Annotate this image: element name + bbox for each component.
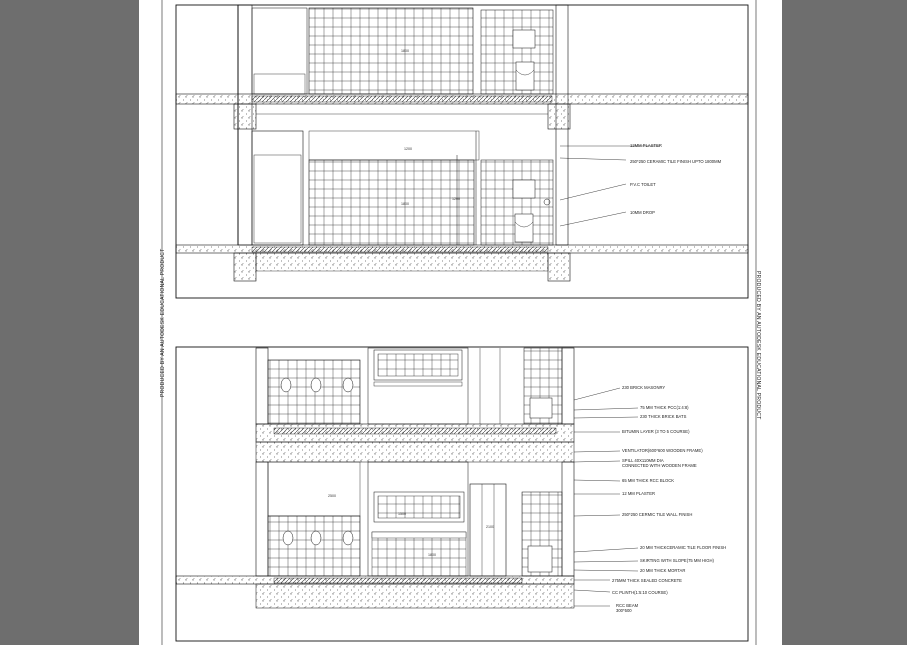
top-annotation-3: 10MM DROP bbox=[630, 210, 655, 215]
bottom-annotation-12: 20 MM THICK MORTAR bbox=[640, 568, 686, 573]
bottom-annotation-5: SPILL 40X110MM DIA bbox=[622, 458, 664, 463]
top-dim-0: 1800 bbox=[401, 49, 409, 53]
bottom-annotation-11: SKIRTING WITH SLOPE(75 MM HIGH) bbox=[640, 558, 714, 563]
top-annotation-1: 250*250 CERAMIC TILE FINISH UPTO 1800MM bbox=[630, 159, 722, 164]
bottom-section-viewport bbox=[176, 347, 748, 641]
top-section-viewport bbox=[176, 5, 748, 298]
bottom-annotation-8: 12 MM PLASTER bbox=[622, 491, 656, 496]
top-dim-3: 1200 bbox=[452, 197, 460, 201]
bottom-annotation-16: 300*500 bbox=[616, 608, 632, 613]
bottom-annotation-10: 20 MM THICKCERAMIC TILE FLOOR FINISH bbox=[640, 545, 727, 550]
top-annotation-2: P.V.C TOILET bbox=[630, 182, 656, 187]
bottom-annotation-0: 230 BRICK MASONRY bbox=[622, 385, 666, 390]
bottom-annotation-9: 250*250 CERMIC TILE WALL FINISH bbox=[622, 512, 693, 517]
bottom-annotation-4: VENTILATOR(600*600 WOODEN FRAME) bbox=[622, 448, 703, 453]
top-dim-1: 1200 bbox=[404, 147, 412, 151]
bottom-annotation-13: 275MM THICK SEALED CONCRETE bbox=[612, 578, 682, 583]
top-dim-2: 1800 bbox=[401, 202, 409, 206]
watermark-left: PRODUCED BY AN AUTODESK EDUCATIONAL PRODUCT bbox=[160, 248, 166, 397]
bottom-annotation-7: 65 MM THICK RCC BLOCK bbox=[622, 478, 675, 483]
bottom-annotation-15: RCC BEAM bbox=[616, 603, 639, 608]
bottom-annotation-3: BITUMIN LAYER (3 TO 5 COURSE) bbox=[622, 429, 690, 434]
top-annotation-0: 12MM PLASTER bbox=[630, 143, 662, 148]
bottom-annotation-2: 230 THICK BRICK BATS bbox=[640, 414, 687, 419]
bottom-dim-0: 2500 bbox=[328, 494, 336, 498]
bottom-annotation-14: CC PLINTH(1:5:10 COURSE) bbox=[612, 590, 668, 595]
bottom-dim-2: 1800 bbox=[428, 553, 436, 557]
watermark-right: PRODUCED BY AN AUTODESK EDUCATIONAL PRODUCT bbox=[755, 271, 761, 420]
bottom-annotation-6: CONNECTED WITH WOODEN FRAME bbox=[622, 463, 697, 468]
bottom-dim-3: 2100 bbox=[486, 525, 494, 529]
bottom-dim-1: 1500 bbox=[398, 512, 406, 516]
bottom-annotation-1: 75 MM THICK PCC(1:4:8) bbox=[640, 405, 689, 410]
